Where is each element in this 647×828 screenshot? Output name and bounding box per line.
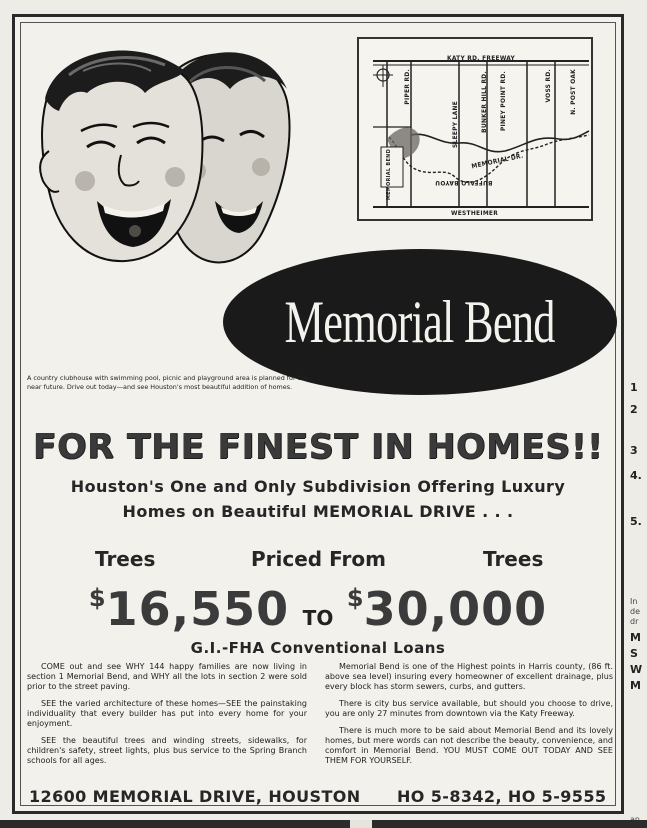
side-column-fragment: dr bbox=[630, 618, 639, 626]
subheadline-line-2: Homes on Beautiful MEMORIAL DRIVE . . . bbox=[122, 502, 514, 521]
body-paragraph: There is city bus service available, but should you choose to drive, you are only 27 minutes from downtown via the Katy Freeway. bbox=[325, 699, 613, 718]
smiling-couple-illustration bbox=[25, 31, 295, 281]
body-paragraph: SEE the varied architecture of these homes—SEE the painstaking individuality that every builder has put into every home for your enjoyment. bbox=[27, 699, 307, 728]
side-column-fragment: de bbox=[630, 608, 640, 616]
body-paragraph: There is much more to be said about Memorial Bend and its lovely homes, but mere words can not describe the beauty, convenience, and comfort in Memorial Bend. YOU MUST COME OUT TODAY AND SEE THEM FOR YOURSELF. bbox=[325, 726, 613, 765]
map-label-drive: MEMORIAL DR. bbox=[470, 151, 525, 171]
map-label-bend: MEMORIAL BEND bbox=[386, 149, 392, 201]
loan-types: G.I.-FHA Conventional Loans bbox=[190, 639, 446, 657]
trees-right-label: Trees bbox=[483, 547, 544, 571]
memorial-bend-advertisement bbox=[12, 14, 624, 814]
side-column-fragment: S bbox=[630, 648, 638, 659]
side-column-fragment: 2 bbox=[630, 404, 638, 415]
side-column-fragment: 1 bbox=[630, 382, 638, 393]
price-low: 16,550 bbox=[105, 582, 290, 636]
subheadline-line-1: Houston's One and Only Subdivision Offering Luxury bbox=[70, 477, 566, 496]
price-range bbox=[15, 582, 621, 636]
map-label-street: VOSS RD. bbox=[544, 69, 552, 103]
body-left-column bbox=[27, 662, 307, 773]
side-column-fragment: 3 bbox=[630, 445, 638, 456]
side-column-fragment: 5. bbox=[630, 516, 642, 527]
footer-phones: HO 5-8342, HO 5-9555 bbox=[397, 787, 607, 806]
logo-text: Memorial Bend bbox=[284, 289, 556, 355]
body-paragraph: COME out and see WHY 144 happy families are now living in section 1 Memorial Bend, and WHY all the lots in section 2 were sold prior to the street paving. bbox=[27, 662, 307, 691]
map-label-street: PIPER RD. bbox=[403, 69, 411, 105]
map-label-street: BUNKER HILL RD. bbox=[480, 71, 488, 133]
footer-address: 12600 MEMORIAL DRIVE, HOUSTON bbox=[29, 787, 361, 806]
side-column-fragment: M bbox=[630, 680, 641, 691]
currency-symbol: $ bbox=[346, 584, 364, 612]
priced-from-label: Priced From bbox=[251, 547, 386, 571]
price-high: 30,000 bbox=[363, 582, 548, 636]
price-label-row bbox=[15, 547, 621, 573]
map-label-street: N. POST OAK bbox=[569, 69, 577, 115]
currency-symbol: $ bbox=[88, 584, 106, 612]
trees-left-label: Trees bbox=[95, 547, 156, 571]
price-to: TO bbox=[302, 606, 334, 630]
map-label-lane: SLEEPY LANE bbox=[451, 101, 459, 148]
next-article-rule bbox=[0, 820, 647, 828]
side-column-fragment: M bbox=[630, 632, 641, 643]
map-label-south-road: WESTHEIMER bbox=[451, 209, 499, 217]
body-paragraph: Memorial Bend is one of the Highest points in Harris county, (86 ft. above sea level) insuring every homeowner of excellent drainage, plus every block has storm sewers, curbs, and gutters. bbox=[325, 662, 613, 691]
clubhouse-caption: A country clubhouse with swimming pool, picnic and playground area is planned for the near future. Drive out today—and see Houston's most beautiful addition of homes. bbox=[27, 374, 309, 391]
map-label-bayou: BUFFALO BAYOU bbox=[435, 179, 493, 187]
side-column-fragment: 4. bbox=[630, 470, 642, 481]
side-column-fragment: In bbox=[630, 598, 638, 606]
body-paragraph: SEE the beautiful trees and winding streets, sidewalks, for children's safety, street lights, plus bus service to the Spring Branch schools for all ages. bbox=[27, 736, 307, 765]
location-map bbox=[357, 37, 593, 221]
map-label-street: PINEY POINT RD. bbox=[499, 71, 507, 132]
map-label-freeway: KATY RD. FREEWAY bbox=[447, 54, 516, 62]
body-right-column bbox=[325, 662, 613, 773]
side-column-fragment: W bbox=[630, 664, 643, 675]
map-lines bbox=[359, 39, 591, 219]
headline: FOR THE FINEST IN HOMES!! bbox=[32, 427, 604, 467]
